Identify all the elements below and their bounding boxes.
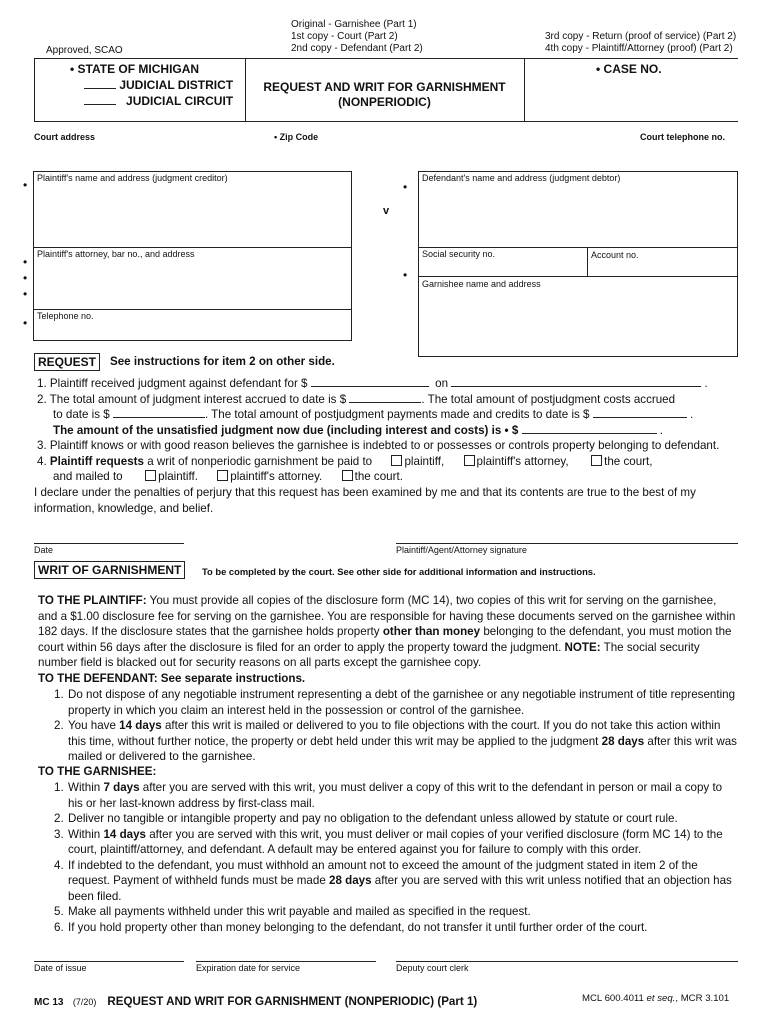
payments-field[interactable] (593, 407, 687, 418)
form-number: MC 13 (34, 997, 64, 1008)
bullet: • (23, 178, 28, 192)
to-plaintiff: TO THE PLAINTIFF: You must provide all copies of the disclosure form (MC 14), two copies of this writ for serving on the garnishee, and a $1.00 disclosure fee for serving on the garnishee. You are responsible for having these documents served on the garnishee within 182 days. If the disclosure states that the garnishee holds property other than money belonging to the defendant, you must motion the court within 56 days after the disclosure is filed for an order to apply the property toward the judgment. NOTE: The social security number field is blacked out for security reasons on all parts except the garnishee copy. (38, 594, 736, 669)
g-item-6: 6. If you hold property other than money belonging to the defendant, do not transfer it until further order of the court. (54, 920, 648, 934)
form-title: REQUEST AND WRIT FOR GARNISHMENT (NONPERIODIC) (263, 80, 506, 109)
item-2-cont: to date is $ . The total amount of postjudgment payments made and credits to date is $ . (53, 408, 694, 421)
bullet: • (23, 287, 28, 301)
clerk-label: Deputy court clerk (396, 963, 469, 973)
garnishee-box[interactable]: Garnishee name and address (418, 276, 738, 357)
request-instructions: See instructions for item 2 on other side. (110, 355, 335, 368)
signature-label: Plaintiff/Agent/Attorney signature (396, 545, 527, 555)
judicial-district[interactable]: JUDICIAL DISTRICT (84, 78, 233, 93)
citation: MCL 600.4011 et seq., MCR 3.101 (582, 993, 730, 1004)
payee-plaintiff-checkbox[interactable] (391, 455, 402, 466)
bullet: • (23, 316, 28, 330)
declaration: I declare under the penalties of perjury that this request has been examined by me and that its contents are true to the best of my information, knowledge, and belief. (34, 486, 696, 515)
plaintiff-name-box[interactable]: Plaintiff's name and address (judgment creditor) (33, 171, 352, 248)
item-2-unsatisfied: The amount of the unsatisfied judgment now due (including interest and costs) is • $ . (53, 423, 663, 437)
def-item-2: 2. You have 14 days after this writ is mailed or delivered to you to file objections with the court. If you do not take this action within this time, without further notice, the property or debt held under this writ may be applied to the judgment 28 days after this writ was mailed or delivered to the garnishee. (54, 719, 737, 763)
defendant-name-box[interactable]: Defendant's name and address (judgment debtor) (418, 171, 738, 248)
caption-left-rule (34, 58, 35, 121)
caption-bottom-rule (34, 121, 738, 122)
judgment-amount-field[interactable] (311, 376, 429, 387)
payee-court-checkbox[interactable] (591, 455, 602, 466)
plaintiff-attorney-box[interactable]: Plaintiff's attorney, bar no., and address (33, 247, 352, 310)
footer-title: REQUEST AND WRIT FOR GARNISHMENT (NONPERIODIC) (Part 1) (107, 995, 478, 1008)
bullet: • (403, 268, 408, 282)
mail-court-checkbox[interactable] (342, 470, 353, 481)
g-item-2: 2. Deliver no tangible or intangible property and pay no obligation to the defendant unless allowed by statute or court rule. (54, 812, 678, 825)
date-label: Date (34, 545, 54, 555)
interest-field[interactable] (349, 392, 421, 403)
to-defendant-head: TO THE DEFENDANT: See separate instructions. (38, 672, 306, 685)
telephone-box[interactable]: Telephone no. (33, 309, 352, 341)
account-box[interactable]: Account no. (587, 247, 738, 277)
bullet: • (23, 255, 28, 269)
caption-divider-right (524, 58, 525, 121)
payee-attorney-checkbox[interactable] (464, 455, 475, 466)
bullet: • (403, 180, 408, 194)
g-item-4: 4. If indebted to the defendant, you must withhold an amount not to exceed the amount of the judgment stated in item 2 of the request. Payment of withheld funds must be made 28 days after you are served with this writ unless notified that an objection has been filed. (54, 858, 732, 903)
copy-distribution-center: Original - Garnishee (Part 1) 1st copy - Court (Part 2) 2nd copy - Defendant (Part 2) (291, 19, 423, 54)
g-item-1: 1. Within 7 days after you are served with this writ, you must deliver a copy of this writ to the defendant in person or mail a copy to his or her last-known address by first-class mail. (54, 781, 723, 810)
expiration-label: Expiration date for service (196, 963, 301, 973)
bullet: • (23, 271, 28, 285)
case-no-field[interactable]: • CASE NO. (596, 62, 662, 76)
defendant-items (54, 687, 740, 765)
state-of-michigan: • STATE OF MICHIGAN (70, 62, 200, 76)
expiration-line[interactable] (196, 961, 376, 962)
date-line[interactable] (34, 543, 184, 544)
mail-plaintiff-checkbox[interactable] (145, 470, 156, 481)
ssn-box[interactable]: Social security no. (418, 247, 588, 277)
item-2: 2. The total amount of judgment interest accrued to date is $ . The total amount of postjudgment costs accrued (37, 392, 676, 406)
approved-scao: Approved, SCAO (46, 45, 123, 56)
date-of-issue-line[interactable] (34, 961, 184, 962)
zip-code-label: • Zip Code (274, 132, 319, 142)
to-garnishee-head: TO THE GARNISHEE: (38, 765, 157, 778)
form-version: (7/20) (72, 997, 97, 1007)
mail-attorney-checkbox[interactable] (217, 470, 228, 481)
costs-field[interactable] (113, 407, 205, 418)
copy-distribution-right: 3rd copy - Return (proof of service) (Part 2) 4th copy - Plaintiff/Attorney (proof) (Part 2) (545, 31, 737, 54)
def-item-1: 1. Do not dispose of any negotiable instrument representing a debt of the garnishee or any negotiable instrument of title representing property in which you claim an interest held in the possession or control of the garnishee. (54, 688, 736, 717)
unsatisfied-amount-field[interactable] (522, 423, 657, 434)
date-of-issue-label: Date of issue (34, 963, 87, 973)
court-phone-label: Court telephone no. (640, 132, 725, 142)
caption-top-rule (34, 58, 738, 59)
clerk-line[interactable] (396, 961, 738, 962)
versus: v (383, 205, 390, 217)
item-1: 1. Plaintiff received judgment against defendant for $ on . (37, 377, 708, 390)
court-address-label: Court address (34, 132, 96, 142)
g-item-3: 3. Within 14 days after you are served with this writ, you must deliver or mail copies of your verified disclosure (form MC 14) to the court, plaintiff/attorney, and defendant. A default may be entered against you for failure to comply with this order. (54, 827, 723, 856)
request-tag: REQUEST (34, 353, 100, 371)
garnishee-items (54, 780, 740, 935)
g-item-5: 5. Make all payments withheld under this writ payable and mailed as specified in the request. (54, 905, 531, 918)
item-4-mail: and mailed to plaintiff. plaintiff's attorney. the court. (53, 470, 403, 483)
signature-line[interactable] (396, 543, 738, 544)
item-4: 4. Plaintiff requests a writ of nonperiodic garnishment be paid to plaintiff, plaintiff's attorney, the court, (37, 454, 653, 468)
judicial-circuit[interactable]: JUDICIAL CIRCUIT (84, 94, 233, 109)
footer (34, 992, 477, 1010)
judgment-date-field[interactable] (451, 376, 701, 387)
writ-tag: WRIT OF GARNISHMENT (34, 561, 185, 579)
writ-note: To be completed by the court. See other side for additional information and instructions. (202, 566, 596, 577)
item-3: 3. Plaintiff knows or with good reason believes the garnishee is indebted to or possesses or controls property belonging to defendant. (37, 439, 720, 452)
